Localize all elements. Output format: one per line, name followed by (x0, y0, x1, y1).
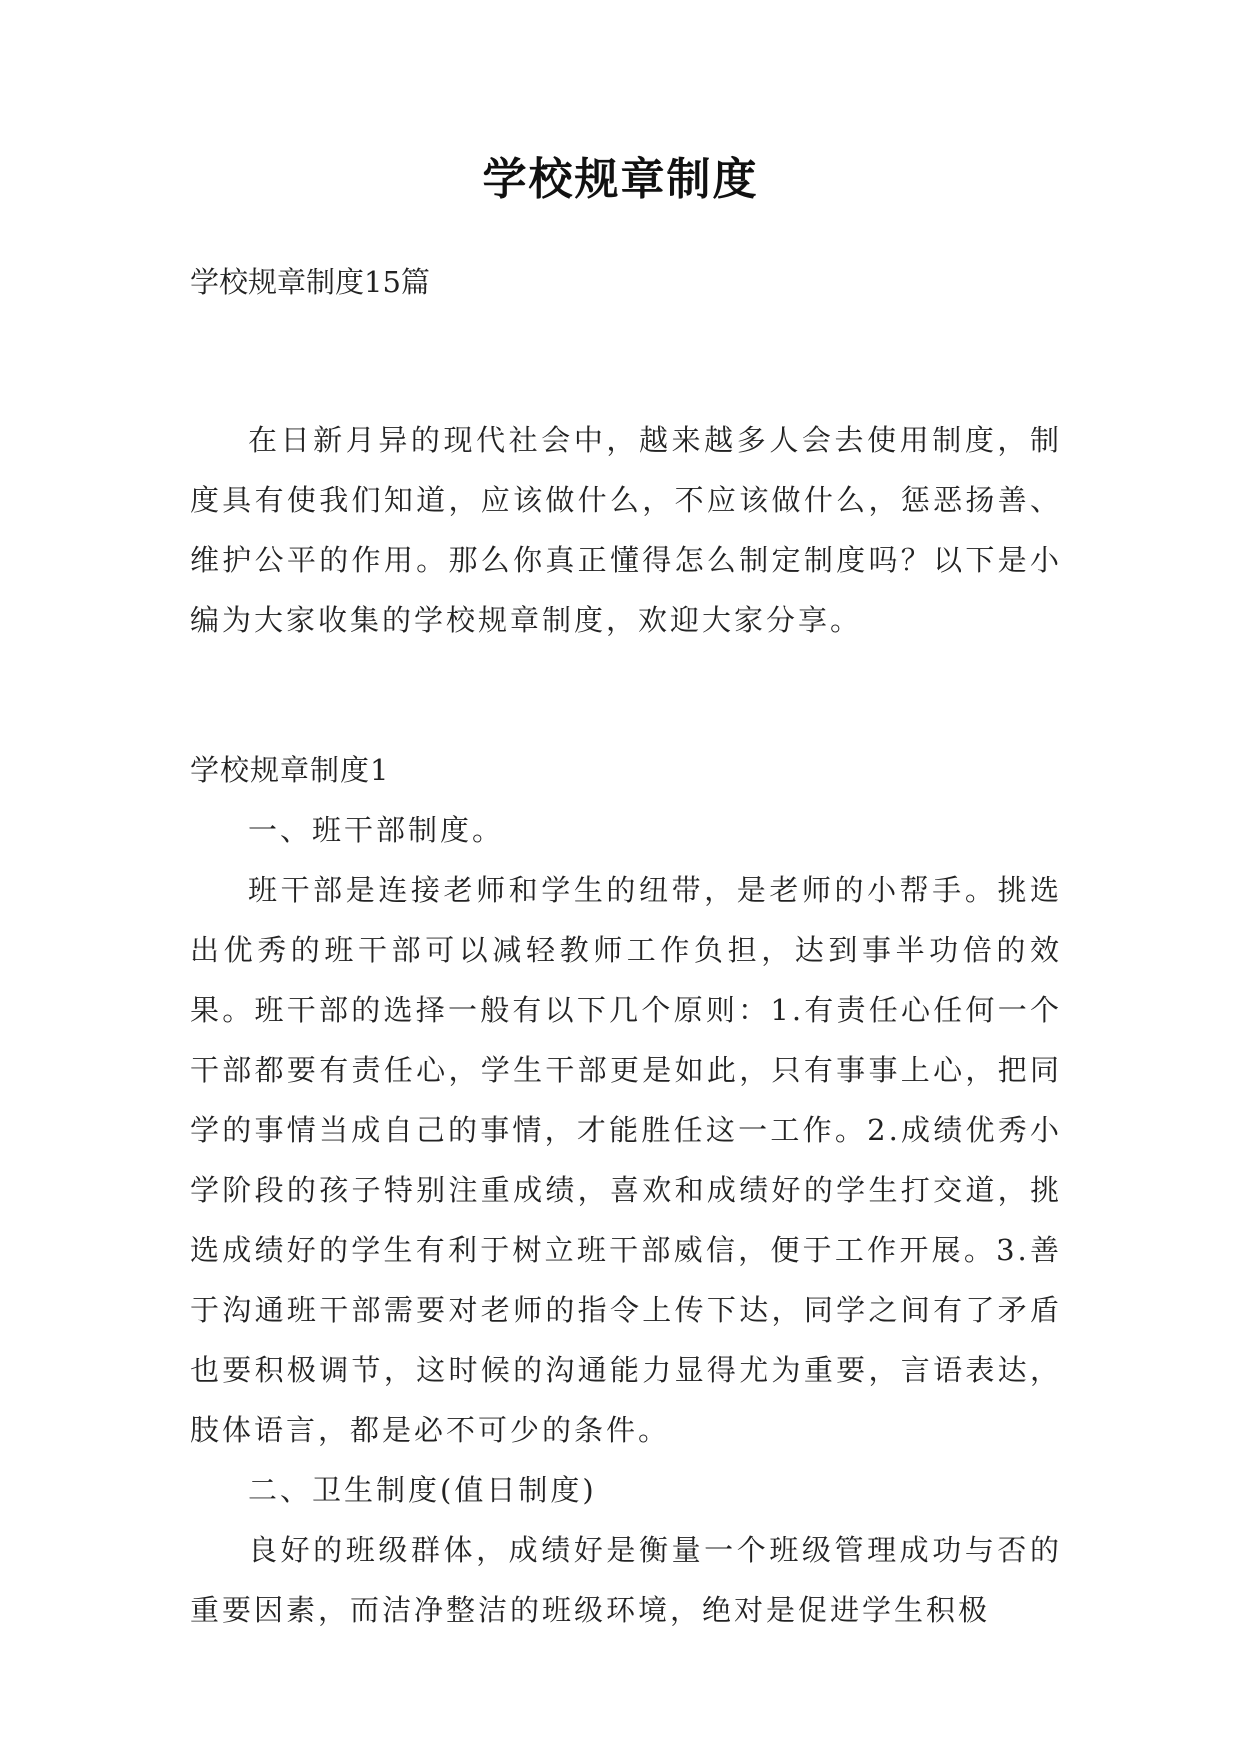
section-title: 学校规章制度1 (190, 753, 390, 787)
document-subtitle: 学校规章制度15篇 (190, 265, 430, 299)
intro-paragraph: 在日新月异的现代社会中，越来越多人会去使用制度，制度具有使我们知道，应该做什么，不应该做什么，惩恶扬善、维护公平的作用。那么你真正懂得怎么制定制度吗？以下是小编为大家收集的学校规章制度，欢迎大家分享。 (190, 423, 1062, 637)
document-body (190, 410, 1062, 1640)
body-paragraph-2: 良好的班级群体，成绩好是衡量一个班级管理成功与否的重要因素，而洁净整洁的班级环境，绝对是促进学生积极 (190, 1533, 1062, 1627)
document-title: 学校规章制度 (482, 154, 759, 205)
section-heading-1: 一、班干部制度。 (248, 813, 505, 847)
section-heading-2: 二、卫生制度(值日制度) (248, 1473, 597, 1507)
body-paragraph-1: 班干部是连接老师和学生的纽带，是老师的小帮手。挑选出优秀的班干部可以减轻教师工作负担，达到事半功倍的效果。班干部的选择一般有以下几个原则：1.有责任心任何一个干部都要有责任心，学生干部更是如此，只有事事上心，把同学的事情当成自己的事情，才能胜任这一工作。2.成绩优秀小学阶段的孩子特别注重成绩，喜欢和成绩好的学生打交道，挑选成绩好的学生有利于树立班干部威信，便于工作开展。3.善于沟通班干部需要对老师的指令上传下达，同学之间有了矛盾也要积极调节，这时候的沟通能力显得尤为重要，言语表达，肢体语言，都是必不可少的条件。 (190, 873, 1062, 1447)
